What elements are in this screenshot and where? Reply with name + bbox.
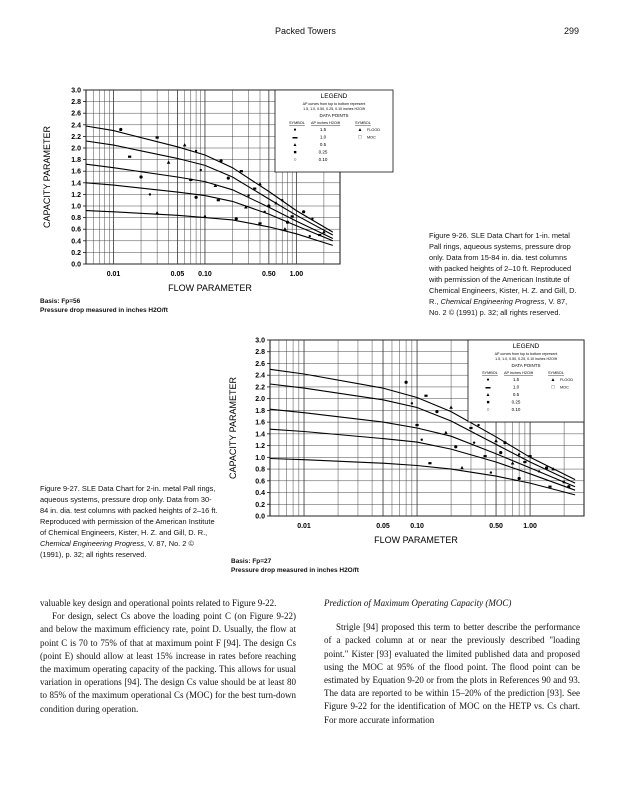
legend-subtitle: DATA POINTS xyxy=(511,363,541,368)
data-point xyxy=(311,218,313,220)
data-point xyxy=(424,395,427,397)
legend-row-symbol: ▬ xyxy=(292,134,298,141)
legend-extra-label: FLOOD xyxy=(367,128,381,132)
x-tick-label: 0.10 xyxy=(198,271,212,278)
data-point xyxy=(195,150,197,152)
legend-row-value: 0.10 xyxy=(318,157,328,162)
y-tick-label: 2.0 xyxy=(71,145,81,153)
data-point xyxy=(247,194,249,196)
data-point xyxy=(523,461,526,463)
legend-note-line1: ΔP curves from top to bottom represent xyxy=(494,352,558,356)
figure-9-27-basis-fp: Basis: Fp=27 xyxy=(231,558,272,565)
x-tick-label: 1.00 xyxy=(289,271,304,278)
figure-9-27-basis-pressure: Pressure drop measured in inches H2O/ft xyxy=(231,567,359,574)
y-tick-label: 1.0 xyxy=(255,454,265,462)
data-point xyxy=(415,424,418,426)
y-tick-label: 1.6 xyxy=(255,419,265,427)
legend-note-line2: 1.5, 1.0, 0.50, 0.25, 0.10 inches H2O/ft xyxy=(303,107,365,111)
legend-row-symbol: ● xyxy=(293,127,297,133)
legend-col-dp: ΔP inches H2O/ft xyxy=(504,371,534,375)
x-tick-label: 0.50 xyxy=(489,523,503,530)
x-tick-label: 0.10 xyxy=(410,523,424,530)
data-point xyxy=(435,410,438,413)
legend-col-symbol: SYMBOL xyxy=(289,121,305,125)
legend-extra-symbol: ▲ xyxy=(550,377,556,383)
legend-extra-symbol: □ xyxy=(551,384,555,391)
x-tick-label: 0.01 xyxy=(106,271,121,278)
data-point xyxy=(139,175,142,178)
body-right-paragraph-1: Strigle [94] proposed this term to better describe the performance of a packed column at or near the previously described "loading point." Kister [93] evaluated the limited published data and proposed using the MOC at 95% of the flood point. The flood point can be estimated by Equation 9-20 or from the plots in References 90 and 93. The data are reported to be within 15–20% of the prediction [93]. See Figure 9-22 for the identification of MOC on the HETP vs. Cs chart. For more accurate information xyxy=(324,622,580,725)
y-tick-label: 0.6 xyxy=(255,478,265,486)
legend-row-value: 1.0 xyxy=(319,134,327,140)
legend-row-symbol: ● xyxy=(486,377,490,383)
data-point xyxy=(567,485,570,488)
legend-row-symbol: ▲ xyxy=(485,392,491,398)
legend-extra-label: MOC xyxy=(560,385,569,390)
figure-9-27-caption xyxy=(40,483,218,560)
data-point xyxy=(194,196,197,199)
y-tick-label: 0.2 xyxy=(255,501,265,509)
y-tick-label: 0.4 xyxy=(255,490,265,498)
y-tick-label: 2.2 xyxy=(71,133,81,141)
y-tick-label: 1.2 xyxy=(255,443,265,451)
legend-row-value: 0.25 xyxy=(318,149,328,155)
figure-9-26-chart xyxy=(40,86,381,298)
y-tick-label: 1.6 xyxy=(71,168,81,176)
data-point xyxy=(473,441,475,443)
y-tick-label: 2.8 xyxy=(71,99,81,107)
legend-extra-symbol: ▲ xyxy=(357,127,363,133)
legend-col-symbol: SYMBOL xyxy=(482,371,498,375)
x-tick-label: 0.50 xyxy=(262,271,276,278)
legend-row-value: 0.10 xyxy=(511,407,521,412)
figure-9-26-basis-fp: Basis: Fp=56 xyxy=(40,298,81,305)
data-point xyxy=(404,381,407,384)
data-point xyxy=(267,204,270,207)
y-tick-label: 1.2 xyxy=(71,191,81,199)
legend-note-line2: 1.5, 1.0, 0.50, 0.25, 0.10 inches H2O/ft xyxy=(495,357,557,361)
data-point xyxy=(204,215,206,217)
legend-row-symbol: ▲ xyxy=(292,142,298,148)
x-tick-label: 1.00 xyxy=(523,523,537,530)
data-point xyxy=(119,128,122,131)
body-left-column xyxy=(40,597,296,716)
body-right-column xyxy=(324,597,580,727)
y-tick-label: 0.0 xyxy=(71,261,81,269)
data-point xyxy=(428,462,431,464)
figure-9-26-caption-label: Figure 9-26. xyxy=(429,231,469,240)
y-tick-label: 2.4 xyxy=(255,372,265,380)
data-point xyxy=(454,445,457,448)
legend-row-symbol: ○ xyxy=(486,407,490,413)
y-tick-label: 1.4 xyxy=(255,431,265,439)
figure-9-26-basis xyxy=(40,297,168,315)
y-tick-label: 0.0 xyxy=(255,513,265,521)
legend-title: LEGEND xyxy=(512,343,540,350)
section-heading-moc: Prediction of Maximum Operating Capacity (MOC) xyxy=(324,598,512,608)
x-tick-label: 0.05 xyxy=(376,523,390,530)
y-axis-title: CAPACITY PARAMETER xyxy=(228,376,238,480)
legend-row-value: 1.5 xyxy=(319,127,327,132)
y-tick-label: 0.4 xyxy=(71,238,81,246)
legend-row-symbol: ■ xyxy=(486,399,490,406)
data-point xyxy=(309,235,311,237)
data-point xyxy=(503,441,506,444)
data-point xyxy=(235,217,238,220)
data-point xyxy=(490,471,492,473)
data-point xyxy=(538,470,540,472)
x-axis-title: FLOW PARAMETER xyxy=(168,283,252,293)
x-tick-label: 0.01 xyxy=(297,523,311,530)
legend-row-symbol: ▬ xyxy=(485,384,491,391)
data-point xyxy=(477,424,479,426)
y-tick-label: 1.8 xyxy=(255,407,265,415)
figure-9-26-caption-tail: , V. 87, No. 2 © (1991) p. 32; all rights reserved. xyxy=(429,297,568,317)
legend-extra-label: FLOOD xyxy=(560,378,574,382)
legend-extra-symbol: □ xyxy=(358,134,362,141)
legend-row-value: 1.0 xyxy=(512,384,520,390)
y-tick-label: 2.6 xyxy=(71,110,81,118)
legend-row-value: 1.5 xyxy=(512,377,520,382)
legend-note-line1: ΔP curves from top to bottom represent xyxy=(302,102,366,106)
figure-9-26-basis-pressure: Pressure drop measured in inches H2O/ft xyxy=(40,307,168,314)
y-tick-label: 2.2 xyxy=(255,384,265,392)
x-tick-label: 0.05 xyxy=(170,271,185,278)
page-number: 299 xyxy=(564,26,580,36)
data-point xyxy=(219,159,222,162)
figure-9-27-caption-tail: , V. 87, No. 2 © (1991), p. 32; all rights reserved. xyxy=(40,539,194,559)
legend-row-symbol: ○ xyxy=(293,157,297,163)
data-point xyxy=(528,455,531,457)
data-point xyxy=(499,451,502,454)
data-point xyxy=(149,193,151,195)
data-point xyxy=(421,439,423,441)
data-point xyxy=(518,477,521,480)
data-point xyxy=(318,234,321,236)
y-tick-label: 0.6 xyxy=(71,226,81,234)
data-point xyxy=(156,136,159,138)
data-point xyxy=(291,215,294,217)
legend-col-dp: ΔP inches H2O/ft xyxy=(311,121,341,125)
legend-col-symbol-2: SYMBOL xyxy=(548,371,564,375)
y-tick-label: 0.2 xyxy=(71,249,81,257)
y-tick-label: 0.8 xyxy=(71,215,81,223)
y-tick-label: 0.8 xyxy=(255,466,265,474)
data-point xyxy=(518,453,520,455)
data-point xyxy=(548,486,551,488)
figure-9-27-caption-label: Figure 9-27. xyxy=(40,484,80,493)
legend-subtitle: DATA POINTS xyxy=(319,113,349,118)
data-point xyxy=(545,466,548,469)
legend-row-value: 0.5 xyxy=(512,392,520,397)
figure-9-26-caption-journal: Chemical Engineering Progress xyxy=(440,297,545,306)
legend-col-symbol-2: SYMBOL xyxy=(355,121,371,125)
y-tick-label: 2.0 xyxy=(255,396,265,404)
body-left-paragraph-2: For design, select Cs above the loading point C (on Figure 9-22) and below the maximum efficiency rate, point D. Usually, the flow at point C is 70 to 75% of that at maximum point F [94]. The design Cs (point E) should allow at least 15% increase in rates before reaching the maximum operating capacity of the packing. This allows for usual variation in operations [94]. The design Cs value should be at least 80 to 85% of the maximum operational Cs (MOC) for the best turn-down condition during operation. xyxy=(40,611,296,714)
data-point xyxy=(128,156,131,158)
figure-9-26-caption xyxy=(429,230,579,318)
y-tick-label: 1.4 xyxy=(71,180,81,188)
figure-9-27-chart xyxy=(226,336,591,550)
data-point xyxy=(286,221,289,224)
legend-row-value: 0.25 xyxy=(511,399,521,405)
figure-9-27-caption-journal: Chemical Engineering Progress xyxy=(40,539,144,548)
data-point xyxy=(227,177,230,180)
data-point xyxy=(302,210,305,213)
data-point xyxy=(240,170,243,172)
y-tick-label: 3.0 xyxy=(255,337,265,345)
figure-9-27-basis xyxy=(231,557,359,575)
figure-9-26-caption-text: SLE Data Chart for 1-in. metal Pall rings, aqueous systems, pressure drop only. Data from 15-84 in. dia. test columns with packed heights of 2–10 ft. Reproduced with permission of the American Institute of Chemical Engineers, Kister, H. Z. and Gill, D. R., xyxy=(429,231,577,306)
y-tick-label: 2.4 xyxy=(71,122,81,130)
data-point xyxy=(281,199,283,201)
x-axis-title: FLOW PARAMETER xyxy=(374,535,458,545)
data-point xyxy=(263,211,265,213)
y-axis-title: CAPACITY PARAMETER xyxy=(42,125,52,229)
y-tick-label: 2.8 xyxy=(255,349,265,357)
data-point xyxy=(411,402,413,404)
y-tick-label: 2.6 xyxy=(255,360,265,368)
y-tick-label: 3.0 xyxy=(71,87,81,95)
data-point xyxy=(483,455,486,457)
data-point xyxy=(200,169,202,171)
data-point xyxy=(253,188,256,190)
running-header: Packed Towers xyxy=(275,26,336,36)
data-point xyxy=(469,427,472,429)
legend-row-symbol: ■ xyxy=(293,149,297,156)
data-point xyxy=(189,179,192,181)
figure-9-27-caption-text: SLE Data Chart for 2-in. metal Pall rings, aqueous systems, pressure drop only. Data from 30-84 in. dia. test columns with packed heights of 2–16 ft. Reproduced with permission of the American Institute of Chemical Engineers, Kister, H. Z. and Gill, D. R., xyxy=(40,484,218,537)
y-tick-label: 1.0 xyxy=(71,203,81,211)
legend-row-value: 0.5 xyxy=(319,142,327,147)
legend-title: LEGEND xyxy=(320,93,348,100)
legend-extra-label: MOC xyxy=(367,135,376,140)
data-point xyxy=(258,222,261,224)
body-left-paragraph-1: valuable key design and operational points related to Figure 9-22. xyxy=(40,598,277,608)
data-point xyxy=(217,199,220,201)
y-tick-label: 1.8 xyxy=(71,157,81,165)
